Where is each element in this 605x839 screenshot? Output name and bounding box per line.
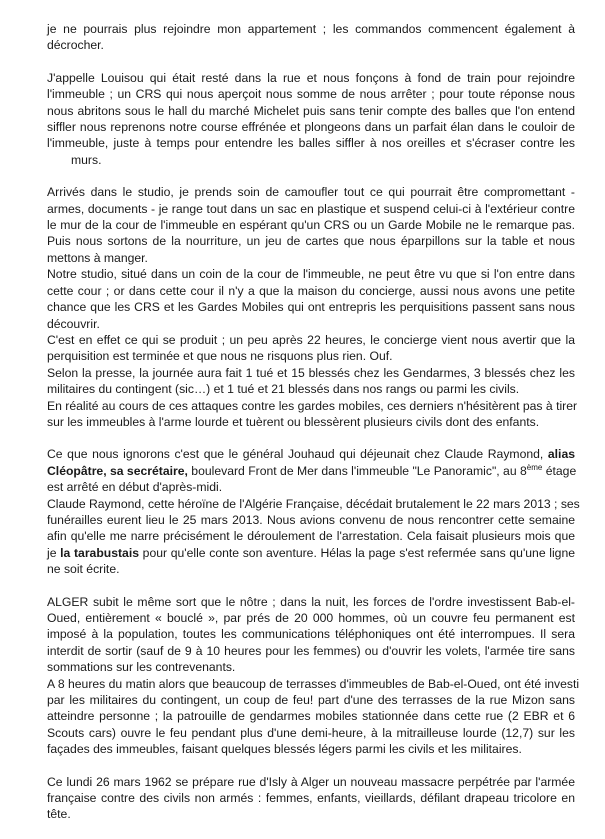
text-line: cette cour ; or dans cette cour il n'y a que la maison du concierge, aussi nous avons une petite xyxy=(47,283,575,298)
paragraph-5 xyxy=(47,594,580,758)
text-run: je xyxy=(47,545,61,560)
text-line: funérailles eurent lieu le 25 mars 2013. Nous avions convenu de nous rencontrer cette semaine xyxy=(47,512,575,527)
text-line: je ne pourrais plus rejoindre mon appartement ; les commandos commencent également à xyxy=(47,22,575,36)
text-line: Selon la presse, la journée aura fait 1 tué et 15 blessés chez les Gendarmes, 3 blessés chez les xyxy=(47,365,575,380)
text-line: Notre studio, situé dans un coin de la cour de l'immeuble, ne peut être vu que si l'on entre dans xyxy=(47,267,575,282)
text-line: l'immeuble, juste à temps pour entendre les balles siffler à nos oreilles et s'écraser contre les xyxy=(47,136,575,151)
text-line: nous abritons sous le hall du marché Michelet puis sans tenir compte des balles que l'on entend xyxy=(47,103,575,118)
text-line: En réalité au cours de ces attaques contre les gardes mobiles, ces derniers n'hésitèrent pas à tirer xyxy=(47,398,578,413)
text-line: interdit de sortir (sauf de 9 à 10 heures pour les femmes) ou d'ouvrir les volets, l'armée tire sans xyxy=(47,643,575,658)
text-line: l'immeuble ; un CRS qui nous aperçoit nous somme de nous arrêter ; pour toute réponse nous xyxy=(47,87,575,102)
paragraph-3 xyxy=(47,184,578,430)
bold-text: Cléopâtre, sa secrétaire, xyxy=(47,463,188,478)
text-line: décrocher. xyxy=(47,38,104,53)
document-page xyxy=(47,21,580,839)
text-line: afin qu'elle me narre précisément le déroulement de l'arrestation. Cela faisait plusieurs mois que xyxy=(47,529,575,544)
text-line: française contre des civils non armés : femmes, enfants, vieillards, défilant drapeau tricolore en xyxy=(47,791,575,806)
text-line: ALGER subit le même sort que le nôtre ; dans la nuit, les forces de l'ordre investissent Bab-el- xyxy=(47,594,575,609)
text-line: Claude Raymond, cette héroïne de l'Algérie Française, décédait brutalement le 22 mars 2013 ; ses xyxy=(47,496,580,511)
text-run: Ce que nous ignorons c'est que le général Jouhaud qui déjeunait chez Claude Raymond, xyxy=(47,447,548,462)
text-line: C'est en effet ce qui se produit ; un peu après 22 heures, le concierge vient nous avertir que la xyxy=(47,332,575,347)
text-line: par les militaires du contingent, un coup de feu! part d'une des terrasses de la rue Mizon sans xyxy=(47,693,575,708)
bold-text: alias xyxy=(547,447,575,462)
superscript-text: ème xyxy=(526,462,543,472)
text-line: siffler nous reprenons notre course effrénée et plongeons dans un parfait élan dans le couloir de xyxy=(47,120,575,135)
text-line: chance que les CRS et les Gardes Mobiles qui ont entrepris les perquisitions passent sans nous xyxy=(47,300,575,315)
text-line: est arrêté en début d'après-midi. xyxy=(47,480,223,495)
text-line: militaires du contingent (sic…) et 1 tué et 21 blessés dans nos rangs ou parmi les civils. xyxy=(47,382,520,397)
text-line: le mur de la cour de l'immeuble en espérant qu'un CRS ou un Garde Mobile ne le remarque pas. xyxy=(47,218,575,233)
paragraph-2 xyxy=(47,70,575,168)
text-line: murs. xyxy=(71,152,102,167)
text-line: Arrivés dans le studio, je prends soin de camoufler tout ce qui pourrait être compromettant - xyxy=(47,185,575,200)
paragraph-4 xyxy=(47,446,580,577)
text-line: tête. xyxy=(47,807,71,822)
text-line xyxy=(47,463,575,479)
text-line: J'appelle Louisou qui était resté dans la rue et nous fonçons à fond de train pour rejoindre xyxy=(47,70,575,85)
text-line: Puis nous sortons de la nourriture, un jeu de cartes que nous éparpillons sur la table et nous xyxy=(47,234,575,249)
text-line: mettons à manger. xyxy=(47,250,148,265)
text-run: étage xyxy=(542,463,577,478)
text-line xyxy=(47,446,575,462)
text-run: boulevard Front de Mer dans l'immeuble "Le Panoramic", au 8 xyxy=(187,463,527,478)
text-run: pour qu'elle conte son aventure. Hélas la page s'est refermée sans qu'une ligne xyxy=(139,545,576,560)
text-line: armes, documents - je range tout dans un sac en plastique et suspend celui-ci à l'extérieur contre xyxy=(47,201,575,216)
text-line: Ce lundi 26 mars 1962 se prépare rue d'Isly à Alger un nouveau massacre perpétrée par l'armée xyxy=(47,774,575,789)
text-line: découvrir. xyxy=(47,316,100,331)
text-line: Oued, entièrement « bouclé », par prés de 20 000 hommes, où un couvre feu permanent est xyxy=(47,611,575,625)
paragraph-1 xyxy=(47,21,575,54)
text-line: perquisition est terminée et que nous ne risquons plus rien. Ouf. xyxy=(47,349,393,364)
paragraph-6 xyxy=(47,774,575,823)
bold-text: la tarabustais xyxy=(60,545,140,560)
text-line: A 8 heures du matin alors que beaucoup de terrasses d'immeubles de Bab-el-Oued, ont été investi xyxy=(47,676,580,691)
text-line: façades des immeubles, faisant quelques blessés légers parmi les civils et les militaires. xyxy=(47,742,522,757)
text-line: Scouts cars) ouvre le feu pendant plus d'une demi-heure, à la mitrailleuse lourde (12,7) sur les xyxy=(47,725,575,740)
text-line: sur les immeubles à l'arme lourde et tuèrent ou blessèrent plusieurs civils dont des enfants. xyxy=(47,414,540,429)
text-line xyxy=(47,545,575,561)
text-line: ne soit écrite. xyxy=(47,562,120,577)
text-line: imposé à la population, toutes les communications téléphoniques ont été interrompues. Il sera xyxy=(47,627,575,642)
text-line: sommations sur les contrevenants. xyxy=(47,660,236,675)
text-line: atteindre personne ; la patrouille de gendarmes mobiles stationnée dans cette rue (2 EBR et 6 xyxy=(47,709,575,724)
